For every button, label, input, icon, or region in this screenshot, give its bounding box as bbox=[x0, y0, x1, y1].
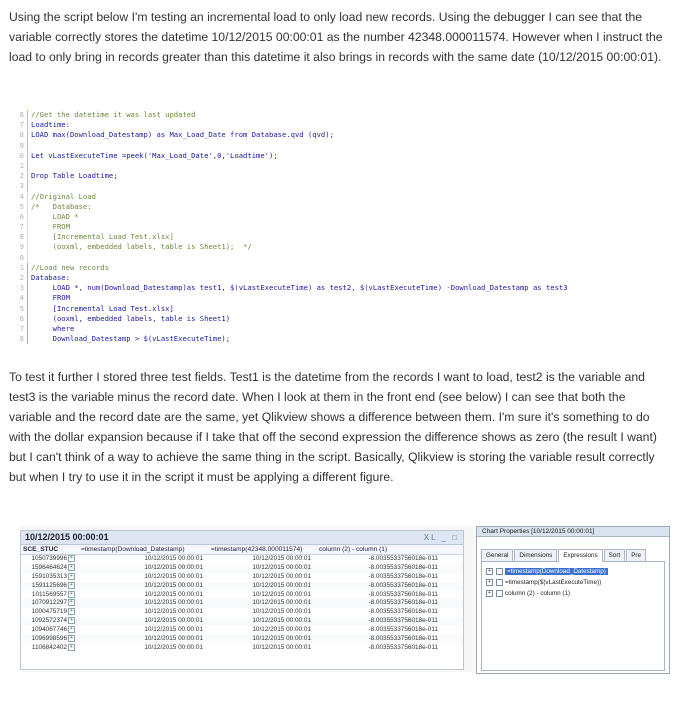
line-number: 5 bbox=[13, 202, 28, 212]
table-cell bbox=[21, 555, 79, 564]
code-text: FROM bbox=[31, 222, 70, 232]
cell-value: 10/12/2015 00:00:01 bbox=[144, 599, 203, 607]
expand-icon[interactable]: + bbox=[68, 608, 75, 615]
expand-icon[interactable]: + bbox=[68, 599, 75, 606]
table-cell bbox=[209, 564, 317, 573]
table-row bbox=[21, 617, 463, 626]
code-line bbox=[13, 202, 663, 212]
cell-value: -8.0035533756018e-011 bbox=[368, 555, 438, 562]
line-number: 3 bbox=[13, 283, 28, 293]
table-cell bbox=[317, 599, 442, 608]
table-cell bbox=[209, 626, 317, 635]
cell-value: 10/12/2015 00:00:01 bbox=[144, 635, 203, 643]
expand-icon[interactable]: + bbox=[68, 617, 75, 624]
table-cell bbox=[209, 555, 317, 564]
expand-icon[interactable]: + bbox=[68, 573, 75, 580]
table-title-text: 10/12/2015 00:00:01 bbox=[25, 532, 109, 542]
cell-value: 10/12/2015 00:00:01 bbox=[252, 590, 311, 598]
cell-value: 1092572374 bbox=[31, 617, 67, 625]
table-row bbox=[21, 591, 463, 600]
table-row bbox=[21, 582, 463, 591]
cell-value: 10/12/2015 00:00:01 bbox=[144, 626, 203, 634]
table-cell bbox=[317, 608, 442, 617]
table-cell bbox=[209, 573, 317, 582]
expand-icon[interactable]: + bbox=[486, 579, 493, 586]
table-cell bbox=[317, 564, 442, 573]
code-line bbox=[13, 222, 663, 232]
table-cell bbox=[209, 599, 317, 608]
line-number: 7 bbox=[13, 324, 28, 334]
code-line bbox=[13, 192, 663, 202]
tab-pre[interactable]: Pre bbox=[626, 549, 646, 561]
code-text: //Original Load bbox=[31, 191, 96, 201]
table-cell bbox=[21, 635, 79, 644]
header-difference[interactable]: column (2) - column (1) bbox=[319, 546, 388, 553]
line-number: 0 bbox=[13, 253, 28, 263]
cell-value: -8.0035533756018e-011 bbox=[368, 626, 438, 634]
cell-value: 1596464624 bbox=[31, 564, 67, 572]
code-line bbox=[13, 334, 663, 344]
code-line bbox=[13, 171, 663, 181]
cell-value: 1050739996 bbox=[31, 555, 67, 563]
cell-value: -8.0035533756018e-011 bbox=[368, 599, 438, 607]
cell-value: -8.0035533756018e-011 bbox=[368, 581, 438, 589]
code-line bbox=[13, 151, 663, 161]
line-number: 2 bbox=[13, 273, 28, 283]
table-cell bbox=[21, 564, 79, 573]
cell-value: 10/12/2015 00:00:01 bbox=[252, 635, 311, 643]
code-line bbox=[13, 181, 663, 191]
cell-value: -8.0035533756018e-011 bbox=[368, 572, 438, 580]
expression-checkbox[interactable] bbox=[496, 579, 503, 586]
table-cell bbox=[209, 635, 317, 644]
table-cell bbox=[21, 608, 79, 617]
expand-icon[interactable]: + bbox=[68, 591, 75, 598]
code-block bbox=[13, 110, 663, 356]
line-number: 5 bbox=[13, 304, 28, 314]
cell-value: 1000475719 bbox=[31, 608, 67, 616]
expression-checkbox[interactable] bbox=[496, 590, 503, 597]
cell-value: -8.0035533756018e-011 bbox=[368, 590, 438, 598]
line-number: 2 bbox=[13, 171, 28, 181]
expand-icon[interactable]: + bbox=[68, 626, 75, 633]
cell-value: -8.0035533756018e-011 bbox=[368, 643, 438, 651]
table-cell bbox=[21, 626, 79, 635]
header-sce-stuc[interactable]: SCE_STUC bbox=[23, 546, 59, 553]
cell-value: 10/12/2015 00:00:01 bbox=[144, 581, 203, 589]
tab-sort[interactable]: Sort bbox=[604, 549, 626, 561]
cell-value: 10/12/2015 00:00:01 bbox=[144, 572, 203, 580]
cell-value: 10/12/2015 00:00:01 bbox=[144, 608, 203, 616]
expand-icon[interactable]: + bbox=[68, 644, 75, 651]
table-row bbox=[21, 573, 463, 582]
table-cell bbox=[79, 608, 209, 617]
dialog-title: Chart Properties [10/12/2015 00:00:01] bbox=[477, 527, 669, 537]
code-text: (ooxml, embedded labels, table is Sheet1); */ bbox=[31, 242, 252, 252]
line-number: 1 bbox=[13, 161, 28, 171]
cell-value: 1094067746 bbox=[31, 626, 67, 634]
line-number: 0 bbox=[13, 151, 28, 161]
table-row bbox=[21, 555, 463, 564]
table-cell bbox=[79, 617, 209, 626]
code-text bbox=[28, 161, 31, 171]
cell-value: -8.0035533756018e-011 bbox=[368, 635, 438, 643]
expression-checkbox[interactable] bbox=[496, 568, 503, 575]
table-cell bbox=[79, 582, 209, 591]
code-text: //Get the datetime it was last updated bbox=[31, 110, 196, 119]
code-text bbox=[28, 253, 31, 263]
line-number: 7 bbox=[13, 120, 28, 130]
line-number: 4 bbox=[13, 192, 28, 202]
expand-icon[interactable]: + bbox=[486, 590, 493, 597]
table-cell bbox=[209, 617, 317, 626]
line-number: 9 bbox=[13, 242, 28, 252]
table-title bbox=[21, 531, 463, 545]
line-number: 4 bbox=[13, 293, 28, 303]
line-number: 6 bbox=[13, 110, 28, 120]
expand-icon[interactable]: + bbox=[68, 555, 75, 562]
code-text: LOAD * bbox=[31, 211, 79, 221]
cell-value: 1591125696 bbox=[31, 581, 67, 589]
table-cell bbox=[21, 644, 79, 653]
expression-item[interactable] bbox=[484, 588, 662, 598]
code-line bbox=[13, 161, 663, 171]
table-row bbox=[21, 599, 463, 608]
cell-value: -8.0035533756018e-011 bbox=[368, 617, 438, 625]
code-text: [Incremental Load Test.xlsx] bbox=[31, 232, 174, 242]
cell-value: 10/12/2015 00:00:01 bbox=[252, 617, 311, 625]
expand-icon[interactable]: + bbox=[68, 564, 75, 571]
table-cell bbox=[317, 617, 442, 626]
cell-value: 10/12/2015 00:00:01 bbox=[144, 563, 203, 571]
chart-properties-dialog bbox=[476, 526, 670, 674]
second-paragraph: To test it further I stored three test fields. Test1 is the datetime from the records I want to load, test2 is the variable and test3 is the variable minus the record date. When I look at them in the front end (see below) I can see that both the variable and the record date are the same, yet Qlikview shows a difference between them. I'm sure it's something to do with the dollar expansion because if I take that off the second expression the difference shows as zero (the result I want) but I can't think of a way to achieve the same thing in the script. Basically, Qlikview is storing the variable result correctly but when I try to use it in the script it must be applying a different figure. bbox=[9, 370, 657, 484]
line-number: 8 bbox=[13, 130, 28, 140]
code-line bbox=[13, 304, 663, 314]
code-text: LOAD max(Download_Datestamp) as Max_Load_Date from Database.qvd (qvd); bbox=[31, 130, 334, 140]
tab-dimensions[interactable]: Dimensions bbox=[514, 549, 557, 561]
straight-table-window bbox=[20, 530, 464, 670]
line-number: 6 bbox=[13, 314, 28, 324]
table-cell bbox=[79, 644, 209, 653]
table-cell bbox=[209, 644, 317, 653]
table-row bbox=[21, 635, 463, 644]
table-cell bbox=[317, 626, 442, 635]
qlikview-screenshot bbox=[20, 526, 668, 672]
table-cell bbox=[21, 617, 79, 626]
cell-value: 10/12/2015 00:00:01 bbox=[144, 643, 203, 651]
expression-label: column (2) - column (1) bbox=[505, 589, 571, 597]
cell-value: 1106842402 bbox=[31, 644, 67, 652]
code-line bbox=[13, 141, 663, 151]
table-cell bbox=[21, 599, 79, 608]
code-line bbox=[13, 324, 663, 334]
cell-value: 10/12/2015 00:00:01 bbox=[144, 617, 203, 625]
table-cell bbox=[317, 555, 442, 564]
table-row bbox=[21, 626, 463, 635]
code-line bbox=[13, 110, 663, 120]
cell-value: -8.0035533756018e-011 bbox=[368, 608, 438, 616]
table-row bbox=[21, 564, 463, 573]
table-cell bbox=[317, 591, 442, 600]
expand-icon[interactable]: + bbox=[486, 568, 493, 575]
table-cell bbox=[21, 582, 79, 591]
code-text: /* Database: bbox=[31, 201, 92, 211]
code-line bbox=[13, 253, 663, 263]
code-line bbox=[13, 273, 663, 283]
cell-value: 10/12/2015 00:00:01 bbox=[252, 563, 311, 571]
cell-value: 10/12/2015 00:00:01 bbox=[252, 643, 311, 651]
code-line bbox=[13, 212, 663, 222]
header-variable-timestamp[interactable]: =timestamp(42348.000011574) bbox=[211, 546, 303, 553]
code-text: Database: bbox=[31, 273, 70, 282]
code-text: LOAD *, num(Download_Datestamp)as test1, $(vLastExecuteTime) as test2, $(vLastExecuteTime) -Download_Datestamp as test3 bbox=[31, 283, 568, 293]
cell-value: 10/12/2015 00:00:01 bbox=[252, 626, 311, 634]
table-cell bbox=[79, 635, 209, 644]
code-line bbox=[13, 242, 663, 252]
code-text: Let vLastExecuteTime =peek('Max_Load_Date',0,'Loadtime'); bbox=[31, 150, 278, 160]
table-cell bbox=[317, 582, 442, 591]
cell-value: 10/12/2015 00:00:01 bbox=[252, 608, 311, 616]
table-header bbox=[21, 545, 463, 555]
cell-value: -8.0035533756018e-011 bbox=[368, 563, 438, 571]
table-cell bbox=[79, 591, 209, 600]
code-line bbox=[13, 130, 663, 140]
table-cell bbox=[317, 573, 442, 582]
table-cell bbox=[317, 644, 442, 653]
cell-value: 10/12/2015 00:00:01 bbox=[144, 590, 203, 598]
tab-general[interactable]: General bbox=[481, 549, 513, 561]
cell-value: 10/12/2015 00:00:01 bbox=[252, 599, 311, 607]
table-cell bbox=[79, 573, 209, 582]
code-text: FROM bbox=[31, 293, 70, 303]
cell-value: 10/12/2015 00:00:01 bbox=[144, 555, 203, 562]
code-text: where bbox=[31, 323, 75, 333]
window-controls-icon[interactable]: XL _ □ bbox=[423, 533, 459, 542]
expression-item[interactable] bbox=[484, 566, 662, 576]
table-cell bbox=[79, 555, 209, 564]
line-number: 6 bbox=[13, 212, 28, 222]
table-cell bbox=[79, 564, 209, 573]
code-text: [Incremental Load Test.xlsx] bbox=[31, 303, 174, 313]
header-download-datestamp[interactable]: =timestamp(Download_Datestamp) bbox=[81, 546, 185, 553]
table-cell bbox=[79, 599, 209, 608]
expression-label: =timestamp(Download_Datestamp) bbox=[507, 567, 606, 575]
expand-icon[interactable]: + bbox=[68, 582, 75, 589]
code-line bbox=[13, 263, 663, 273]
table-cell bbox=[21, 591, 79, 600]
intro-paragraph: Using the script below I'm testing an incremental load to only load new records. Using the debugger I can see that the variable correctly stores the datetime 10/12/2015 00:00:01 as the number 42348.000011574. However when I instruct the load to only bring in records greater than this datetime it also brings in records with the same date (10/12/2015 00:00:01). bbox=[9, 10, 663, 64]
cell-value: 10/12/2015 00:00:01 bbox=[252, 555, 311, 562]
table-cell bbox=[79, 626, 209, 635]
table-body bbox=[21, 555, 463, 653]
code-line bbox=[13, 120, 663, 130]
code-text bbox=[28, 181, 31, 191]
code-text: Loadtime: bbox=[31, 120, 70, 130]
line-number: 9 bbox=[13, 141, 28, 151]
code-text: //Load new records bbox=[31, 262, 109, 272]
line-number: 3 bbox=[13, 181, 28, 191]
table-cell bbox=[209, 591, 317, 600]
code-text: (ooxml, embedded labels, table is Sheet1) bbox=[31, 313, 231, 323]
table-cell bbox=[209, 582, 317, 591]
code-line bbox=[13, 293, 663, 303]
line-number: 8 bbox=[13, 334, 28, 344]
table-cell bbox=[209, 608, 317, 617]
code-text: Drop Table Loadtime; bbox=[31, 171, 118, 181]
code-text bbox=[28, 141, 31, 151]
table-cell bbox=[21, 573, 79, 582]
code-line bbox=[13, 232, 663, 242]
cell-value: 10/12/2015 00:00:01 bbox=[252, 572, 311, 580]
line-number: 1 bbox=[13, 263, 28, 273]
table-row bbox=[21, 644, 463, 653]
expressions-list bbox=[481, 561, 665, 671]
dialog-tabs bbox=[477, 549, 669, 561]
table-cell bbox=[317, 635, 442, 644]
code-line bbox=[13, 283, 663, 293]
cell-value: 1070912297 bbox=[31, 599, 67, 607]
cell-value: 1096998596 bbox=[31, 635, 67, 643]
expression-label: =timestamp($(vLastExecuteTime)) bbox=[505, 578, 602, 586]
tab-expressions[interactable]: Expressions bbox=[558, 549, 602, 562]
line-number: 7 bbox=[13, 222, 28, 232]
cell-value: 10/12/2015 00:00:01 bbox=[252, 581, 311, 589]
table-row bbox=[21, 608, 463, 617]
cell-value: 1011569557 bbox=[31, 590, 67, 598]
code-text: Download_Datestamp > $(vLastExecuteTime); bbox=[31, 334, 231, 344]
expand-icon[interactable]: + bbox=[68, 635, 75, 642]
expression-item[interactable] bbox=[484, 577, 662, 587]
line-number: 8 bbox=[13, 232, 28, 242]
cell-value: 1591035313 bbox=[31, 572, 67, 580]
code-line bbox=[13, 314, 663, 324]
